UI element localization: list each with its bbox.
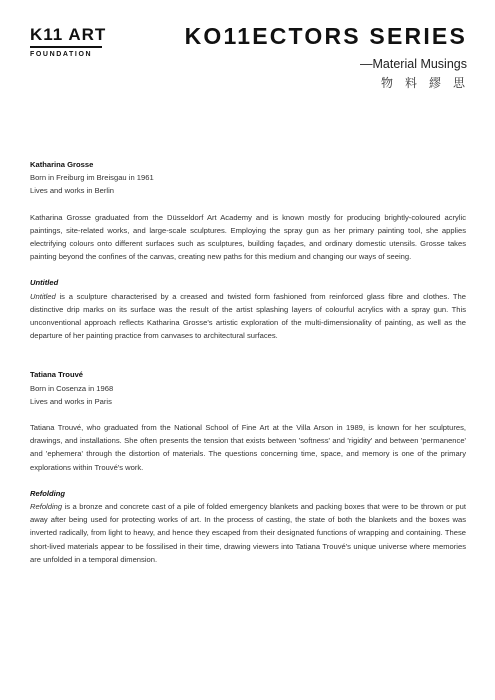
series-chinese-title: 物料繆思 [380,76,477,90]
artist-birth: Born in Cosenza in 1968 [30,383,114,393]
artist-residence: Lives and works in Berlin [30,186,114,196]
artwork-title-inline: Refolding [30,502,63,512]
artwork-title-inline: Untitled [30,291,56,301]
artist-section [30,158,466,342]
artwork-description [30,290,466,343]
artist-bio: Tatiana Trouvé, who graduated from the National School of Fine Art at the Villa Arson in 1989, is known for her sculptures, drawings, and installations. She often presents the tension that exists between 'softness' and 'rigidity' and between 'permanence' and 'ephemera' through the distortion of materials. The questions concerning time, space, and memory is one of the primary explorations within Trouvé's work. [30,423,466,472]
artwork-title: Untitled [30,278,59,288]
logo-divider [30,46,102,48]
artist-section [30,368,466,566]
logo-k11-art: K11 ART [30,25,107,44]
artist-name: Tatiana Trouvé [30,370,84,380]
series-title: KO11ECTORS SERIES [184,23,467,49]
k11-art-foundation-logo [30,26,110,58]
series-header [184,22,477,91]
artist-bio: Katharina Grosse graduated from the Düsseldorf Art Academy and is known mostly for producing brightly-coloured acrylic paintings, site-related works, and large-scale sculptures. Employing the spray gun as her primary painting tool, she applies electrifying colours onto different surfaces such as sculptures, building façades, and ordinary domestic utensils. Grosse takes painting beyond the confines of the canvas, creating new paths for this medium and changing our ways of seeing. [30,212,466,262]
artwork-title: Refolding [30,488,66,498]
series-subtitle: —Material Musings [360,57,467,71]
artwork-description [30,500,466,566]
artist-birth: Born in Freiburg im Breisgau in 1961 [30,173,154,183]
artist-name: Katharina Grosse [30,160,94,169]
logo-foundation: FOUNDATION [30,50,93,58]
artwork-text: is a sculpture characterised by a creased and twisted form fashioned from reinforced glass fibre and clothes. The distinctive drip marks on its surface was the result of the artist splashing layers of colourful acrylics with a spray gun. This unconventional approach reflects Katharina Grosse's artistic exploration of the multi-dimensionality of painting, as well as the departure of her painting practice from canvases to architectural surfaces. [30,291,466,341]
artwork-text: is a bronze and concrete cast of a pile of folded emergency blankets and packing boxes that were to be thrown or put away after being used for protecting works of art. In the process of casting, the state of both the blankets and the boxes was inverted radically, from light to heavy, and hence they escaped from their designated functions of wrapping and containing. These short-lived materials appear to be fossilised in their time, drawing viewers into Tatiana Trouvé's unique universe where memories are unfolded in a temporal dimension. [30,502,466,564]
artist-residence: Lives and works in Paris [30,396,112,406]
document-body [30,158,466,566]
